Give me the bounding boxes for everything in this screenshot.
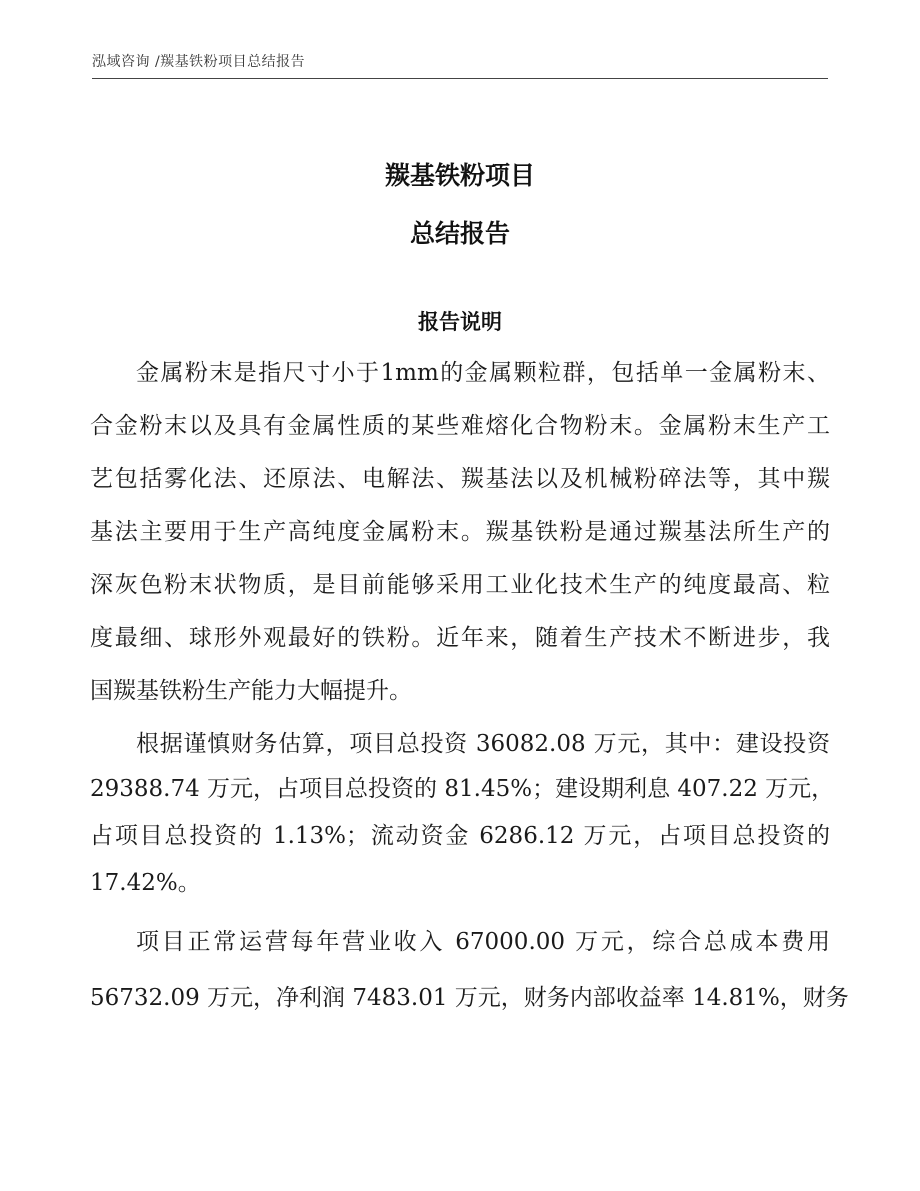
section-heading: 报告说明 <box>418 310 502 334</box>
paragraph-line: 艺包括雾化法、还原法、电解法、羰基法以及机械粉碎法等，其中羰 <box>90 466 830 492</box>
document-title-line-1: 羰基铁粉项目 <box>384 161 535 190</box>
paragraph-line: 深灰色粉末状物质，是目前能够采用工业化技术生产的纯度最高、粒 <box>90 572 830 598</box>
paragraph-line: 占项目总投资的 1.13%；流动资金 6286.12 万元，占项目总投资的 <box>90 823 830 849</box>
paragraph-line: 29388.74 万元，占项目总投资的 81.45%；建设期利息 407.22 万元， <box>90 776 835 802</box>
paragraph-line: 根据谨慎财务估算，项目总投资 36082.08 万元，其中：建设投资 <box>136 731 830 757</box>
paragraph-line: 金属粉末是指尺寸小于1mm的金属颗粒群，包括单一金属粉末、 <box>136 360 830 386</box>
paragraph-line: 基法主要用于生产高纯度金属粉末。羰基铁粉是通过羰基法所生产的 <box>90 519 830 545</box>
header-divider <box>92 78 828 79</box>
paragraph-line: 合金粉末以及具有金属性质的某些难熔化合物粉末。金属粉末生产工 <box>90 413 830 439</box>
paragraph-line: 项目正常运营每年营业收入 67000.00 万元，综合总成本费用 <box>136 929 830 955</box>
document-title-line-2: 总结报告 <box>409 219 510 248</box>
paragraph-line: 17.42%。 <box>90 870 201 896</box>
paragraph-line: 国羰基铁粉生产能力大幅提升。 <box>90 678 412 704</box>
paragraph-line: 56732.09 万元，净利润 7483.01 万元，财务内部收益率 14.81%，财务 <box>90 985 849 1011</box>
running-header: 泓域咨询 /羰基铁粉项目总结报告 <box>92 54 306 70</box>
paragraph-line: 度最细、球形外观最好的铁粉。近年来，随着生产技术不断进步，我 <box>90 625 830 651</box>
